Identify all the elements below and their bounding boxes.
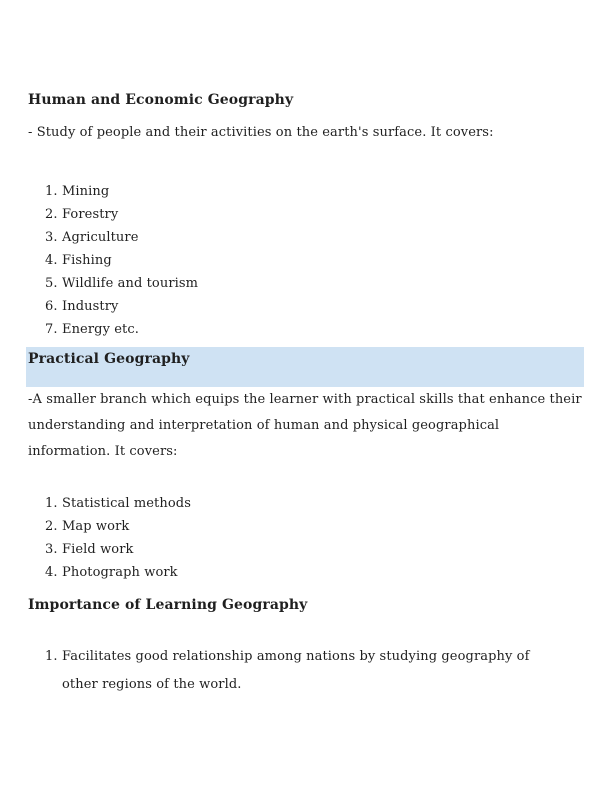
heading-importance-of-learning-geography: Importance of Learning Geography: [28, 597, 308, 613]
list-item-label: Mining: [62, 184, 110, 199]
list-item-label: Statistical methods: [62, 496, 191, 511]
list-item-number: 2.: [45, 207, 58, 222]
list-item-label: Photograph work: [62, 565, 178, 580]
list-item: [28, 643, 584, 699]
list-item: [28, 203, 584, 226]
highlighted-heading-block: [26, 347, 584, 387]
list-item-number: 6.: [45, 299, 58, 314]
list-item-label: Facilitates good relationship among nations by studying geography of other regions of the world.: [62, 649, 530, 692]
list-item-number: 7.: [45, 322, 58, 337]
list-item-number: 3.: [45, 230, 58, 245]
heading-human-and-economic-geography: Human and Economic Geography: [28, 92, 294, 108]
list-item-label: Fishing: [62, 253, 112, 268]
list-item-label: Forestry: [62, 207, 119, 222]
list-item: [28, 515, 584, 538]
list-item-label: Wildlife and tourism: [62, 276, 199, 291]
list-item: [28, 492, 584, 515]
document-content: [28, 92, 584, 699]
list-item-number: 4.: [45, 253, 58, 268]
list-item-number: 1.: [45, 649, 58, 664]
list-item: [28, 538, 584, 561]
list-item-number: 5.: [45, 276, 58, 291]
paragraph-practical-geography: -A smaller branch which equips the learner with practical skills that enhance their understanding and interpretation of human and physical geographical information. It covers:: [28, 392, 582, 459]
list-item: [28, 180, 584, 203]
paragraph-human-economic-intro: - Study of people and their activities on the earth's surface. It covers:: [28, 125, 494, 140]
practical-skills-list: [28, 492, 584, 584]
list-item: [28, 272, 584, 295]
list-item-label: Map work: [62, 519, 130, 534]
importance-list: [28, 643, 584, 699]
list-item-number: 3.: [45, 542, 58, 557]
list-item-label: Agriculture: [62, 230, 139, 245]
list-item: [28, 318, 584, 341]
heading-practical-geography: Practical Geography: [28, 351, 190, 367]
list-item-number: 1.: [45, 184, 58, 199]
list-item-label: Energy etc.: [62, 322, 139, 337]
list-item: [28, 226, 584, 249]
list-item: [28, 561, 584, 584]
economic-activities-list: [28, 180, 584, 341]
list-item-label: Field work: [62, 542, 134, 557]
list-item: [28, 295, 584, 318]
list-item-number: 4.: [45, 565, 58, 580]
list-item-label: Industry: [62, 299, 119, 314]
list-item-number: 1.: [45, 496, 58, 511]
list-item: [28, 249, 584, 272]
list-item-number: 2.: [45, 519, 58, 534]
